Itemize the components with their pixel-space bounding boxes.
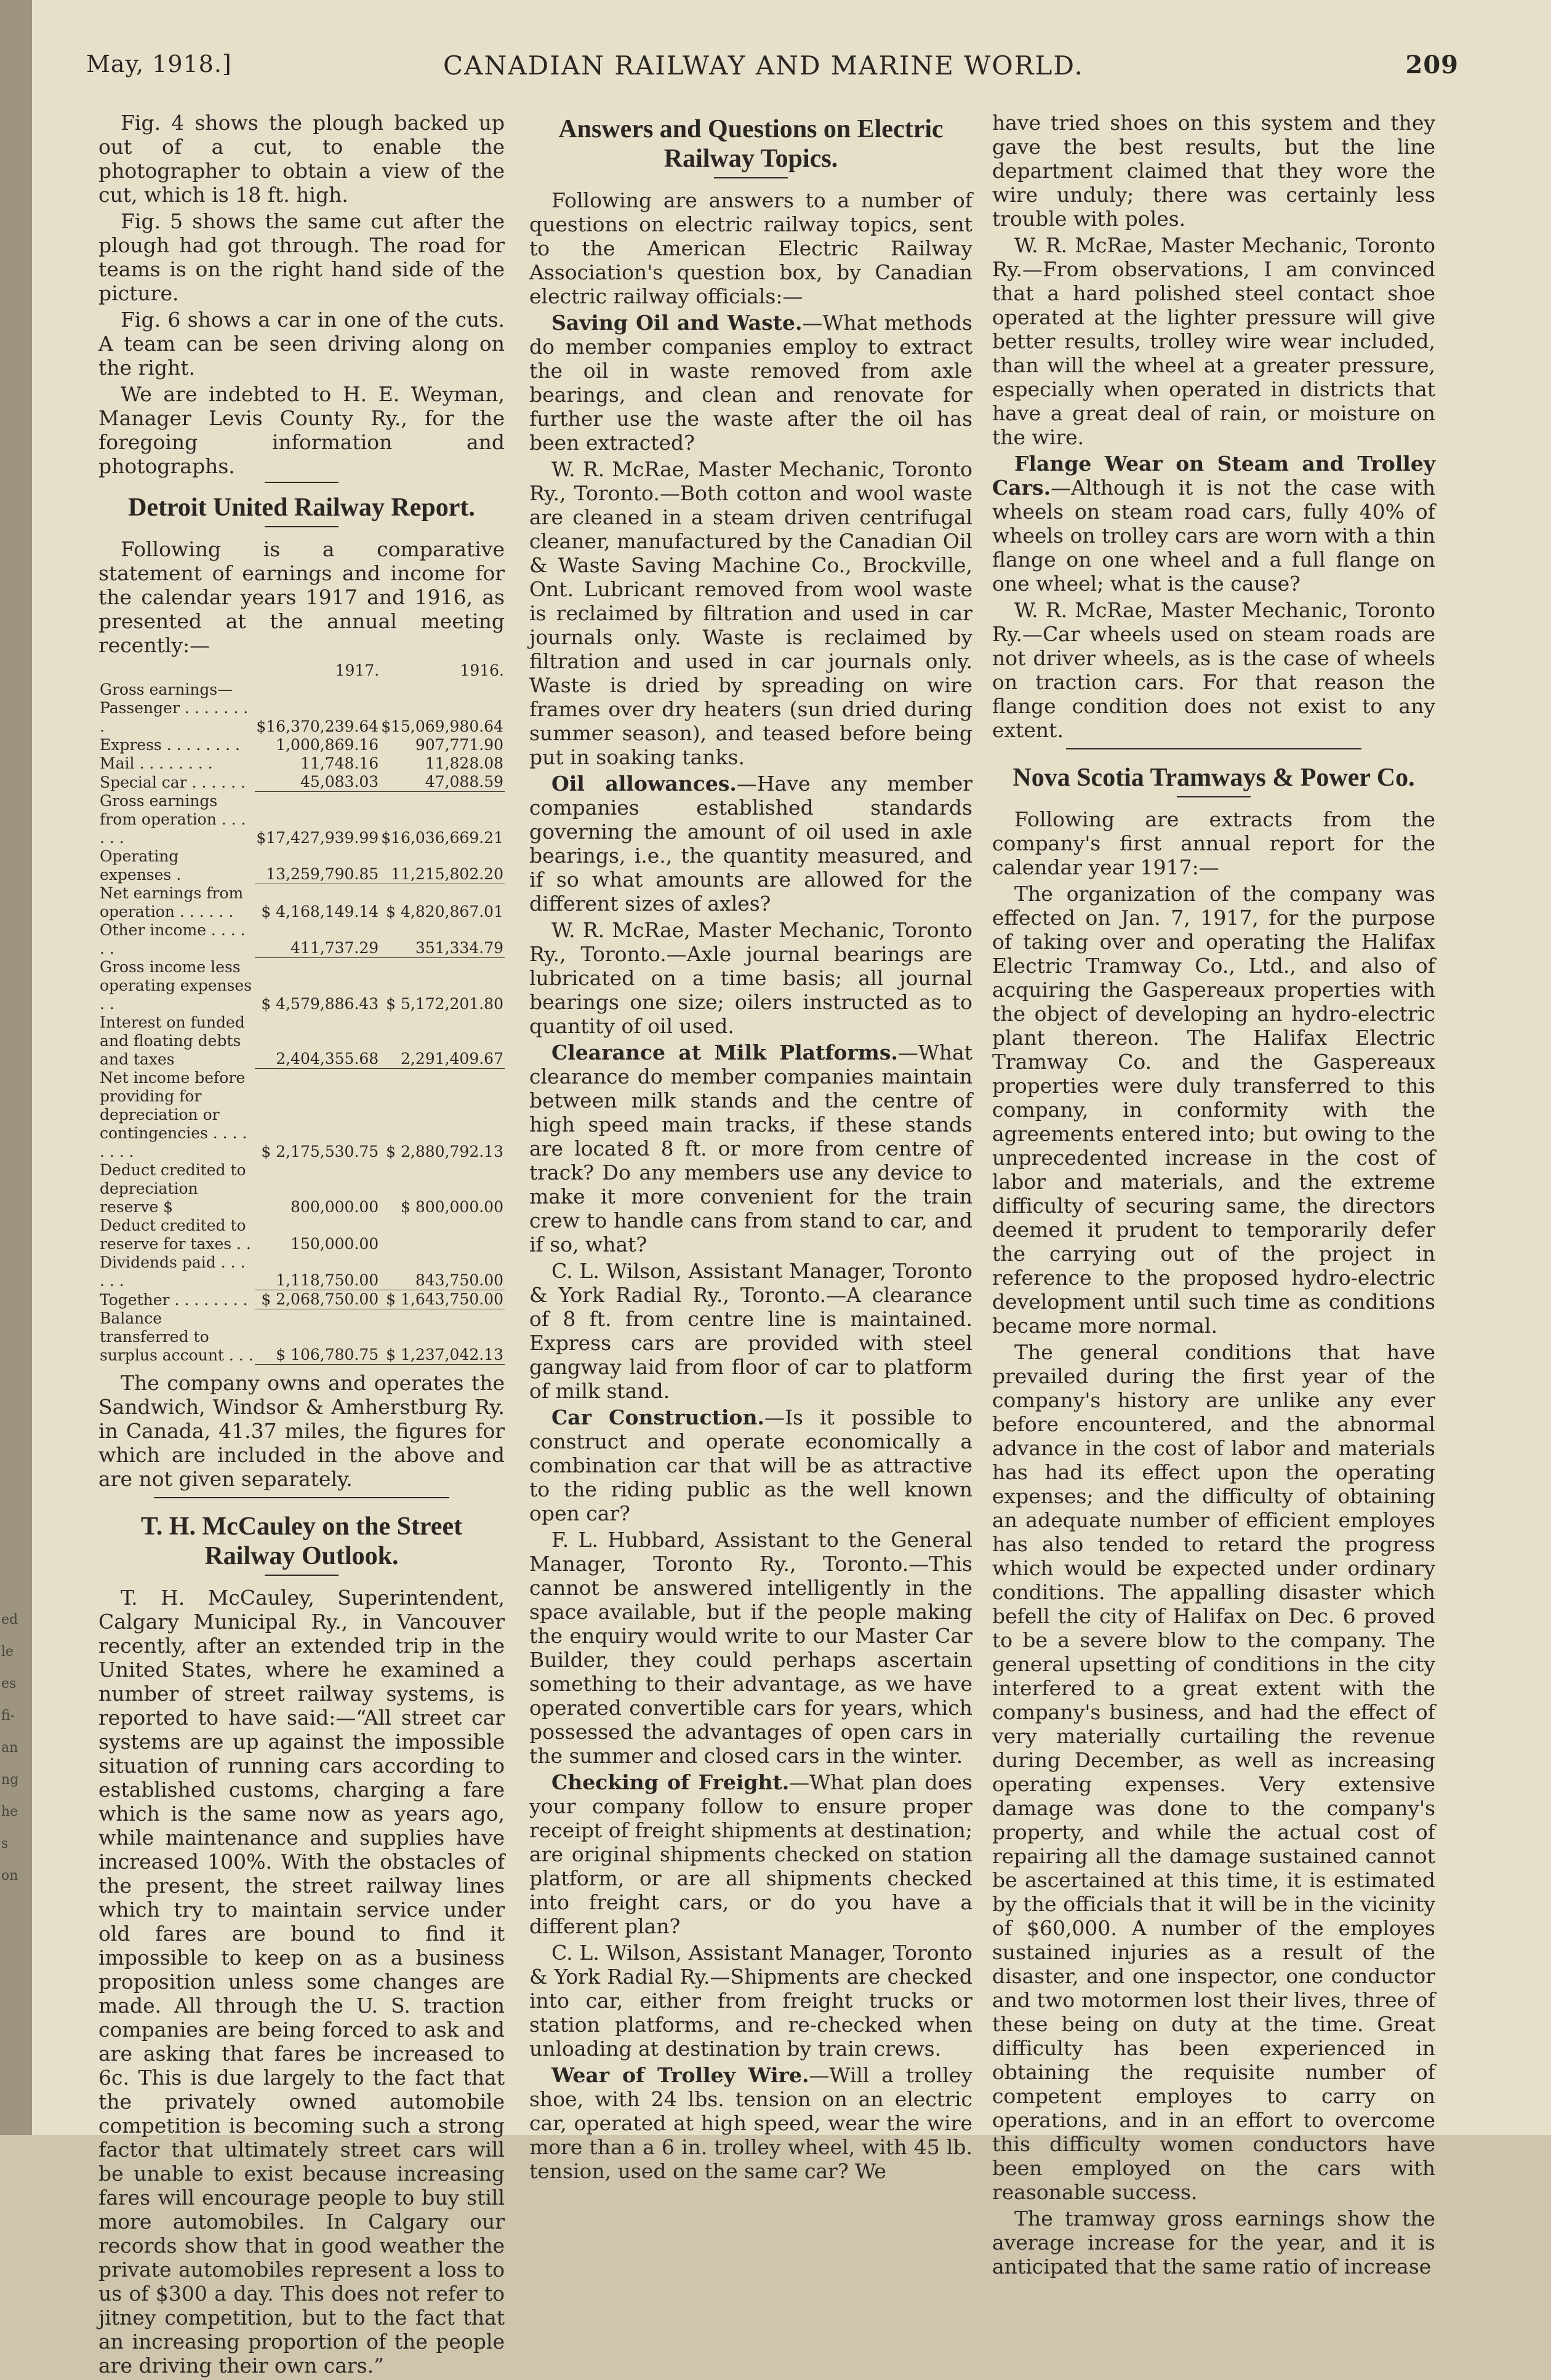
row-label: Operating expenses . bbox=[100, 847, 182, 884]
value-1916: 843,750.00 bbox=[415, 1271, 503, 1289]
section-divider bbox=[1066, 748, 1361, 749]
nova-paragraph: The tramway gross earnings show the average increase for the year, and it is anticipated that the same ratio of increase bbox=[992, 2206, 1435, 2278]
question-heading: Oil allowances. bbox=[551, 772, 737, 796]
qa-paragraph bbox=[992, 452, 1435, 596]
paragraph-text: C. L. Wilson, Assistant Manager, Toronto & York Radial Ry.—Shipments are checked into car, either from freight trucks or station platforms, and re-checked when unloading at destination by train crews. bbox=[529, 1941, 972, 2061]
qa-paragraph bbox=[992, 598, 1435, 742]
value-1917: 800,000.00 bbox=[291, 1197, 379, 1216]
divider bbox=[1177, 796, 1251, 797]
value-1917: 11,748.16 bbox=[300, 754, 379, 772]
paragraph-text: W. R. McRae, Master Mechanic, Toronto Ry., Toronto.—Axle journal bearings are lubricated on a time basis; all journal bearings one size; oilers instructed as to quantity of oil used. bbox=[529, 918, 972, 1038]
paragraph-text: —What methods do member companies employ to extract the oil in waste removed from axle bearings, and clean and renovate for further use the waste after the oil has been extracted? bbox=[529, 311, 972, 455]
gutter-fragment: s bbox=[1, 1836, 9, 1851]
value-1917: $ 106,780.75 bbox=[255, 1309, 380, 1365]
gutter-fragment: on bbox=[1, 1868, 18, 1883]
value-1917: 13,259,790.85 bbox=[266, 865, 379, 883]
row-label: Express . . . . . . . . bbox=[100, 736, 240, 754]
gutter-fragment: an bbox=[1, 1740, 18, 1755]
question-heading: Car Construction. bbox=[551, 1405, 765, 1429]
value-1916: $ 800,000.00 bbox=[401, 1197, 503, 1216]
issue-date: May, 1918.] bbox=[86, 50, 232, 78]
gutter-fragment: ed bbox=[1, 1612, 18, 1627]
qa-paragraph bbox=[529, 1259, 972, 1403]
divider bbox=[265, 1575, 339, 1576]
table-row bbox=[98, 1216, 505, 1253]
table-row bbox=[98, 847, 505, 884]
gutter-fragment: ng bbox=[1, 1772, 19, 1787]
qa-paragraph bbox=[529, 1528, 972, 1768]
row-label: Dividends paid . . . . . . bbox=[100, 1253, 246, 1290]
fig-notes bbox=[98, 111, 505, 478]
qa-paragraph bbox=[529, 457, 972, 769]
value-1916 bbox=[380, 1216, 505, 1253]
value-1917: 150,000.00 bbox=[291, 1234, 379, 1253]
mccauley-title: T. H. McCauley on the Street Railway Outlook. bbox=[140, 1512, 463, 1570]
row-label: Passenger . . . . . . . . bbox=[100, 699, 249, 735]
question-heading: Flange Wear on Steam and Trolley Cars. bbox=[992, 452, 1435, 500]
qa-paragraph bbox=[529, 1040, 972, 1256]
table-row bbox=[98, 681, 505, 699]
qa-paragraph bbox=[529, 1941, 972, 2061]
table-row bbox=[98, 792, 505, 847]
journal-title: CANADIAN RAILWAY AND MARINE WORLD. bbox=[443, 50, 1084, 81]
gutter-fragment: le bbox=[1, 1644, 14, 1659]
value-1916: 351,334.79 bbox=[415, 939, 503, 957]
table-row bbox=[98, 1253, 505, 1290]
paragraph-text: —What clearance do member companies maintain between milk stands and the centre of high speed main tracks, if these stands are located 8 ft. or more from centre of track? Do any members use any device to make it more convenient for the train crew to handle cans from stand to car, and if so, what? bbox=[529, 1040, 972, 1256]
qa-title: Answers and Questions on Electric Railway Topics. bbox=[558, 115, 944, 173]
row-label: Deduct credited to reserve for taxes . . bbox=[100, 1216, 251, 1253]
table-row bbox=[98, 736, 505, 754]
value-1917: 2,404,355.68 bbox=[276, 1050, 379, 1068]
paragraph-text: —Although it is not the case with wheels on steam road cars, fully 40% of wheels on trolley cars are worn with a thin flange on one wheel and a full flange on one wheel; what is the cause? bbox=[992, 476, 1435, 596]
value-1916: 2,291,409.67 bbox=[401, 1050, 503, 1068]
fig-note: We are indebted to H. E. Weyman, Manager Levis County Ry., for the foregoing information and photographs. bbox=[98, 382, 505, 478]
table-row bbox=[98, 1290, 505, 1309]
row-label: Gross income less operating expenses . . bbox=[100, 957, 252, 1013]
qa-paragraph bbox=[529, 772, 972, 916]
value-1917: 1,118,750.00 bbox=[276, 1271, 379, 1289]
qa-paragraph bbox=[529, 2063, 972, 2183]
value-1916: 11,215,802.20 bbox=[391, 865, 503, 883]
paragraph-text: —Is it possible to construct and operate economically a combination car that will be as attractive to the riding public as the well known open car? bbox=[529, 1405, 972, 1525]
value-1916 bbox=[380, 681, 505, 699]
qa-intro: Following are answers to a number of questions on electric railway topics, sent to the American Electric Railway Association's question box, by Canadian electric railway officials:— bbox=[529, 188, 972, 308]
qa-paragraph bbox=[529, 1405, 972, 1525]
table-row bbox=[98, 921, 505, 958]
table-header-row bbox=[98, 661, 505, 681]
detroit-report-title: Detroit United Railway Report. bbox=[128, 493, 475, 522]
table-row bbox=[98, 773, 505, 792]
page-number: 209 bbox=[1405, 50, 1459, 79]
column-1 bbox=[98, 111, 505, 2380]
paragraph-text: —What plan does your company follow to ensure proper receipt of freight shipments at destination; are original shipments checked on station platform, or are all shipments checked into freight cars, or do you have a different plan? bbox=[529, 1770, 972, 1938]
paragraph-text: W. R. McRae, Master Mechanic, Toronto Ry.—From observations, I am convinced that a hard polished steel contact shoe operated at the lighter pressure will give better results, trolley wire wear included, than will the wheel at a greater pressure, especially when operated in districts that have a great deal of rain, or moisture on the wire. bbox=[992, 233, 1435, 449]
row-label: Together . . . . . . . . bbox=[100, 1290, 248, 1309]
gutter-fragment: fi- bbox=[1, 1708, 15, 1723]
paragraph-text: C. L. Wilson, Assistant Manager, Toronto & York Radial Ry., Toronto.—A clearance of 8 ft. from centre line is maintained. Express cars are provided with steel gangway laid from floor of car to platform of milk stand. bbox=[529, 1259, 972, 1403]
table-row bbox=[98, 1013, 505, 1069]
value-1916: 907,771.90 bbox=[415, 736, 503, 754]
row-label: Balance transferred to surplus account . . . bbox=[100, 1309, 254, 1364]
paragraph-text: —Have any member companies established standards governing the amount of oil used in axle bearings, i.e., the quantity measured, and if so what amounts are allowed for the different sizes of axles? bbox=[529, 772, 972, 916]
paragraph-text: —Will a trolley shoe, with 24 lbs. tension on an electric car, operated at high speed, wear the wire more than a 6 in. trolley wheel, with 45 lb. tension, used on the same car? We bbox=[529, 2063, 972, 2183]
value-1917: 45,083.03 bbox=[300, 773, 379, 791]
mccauley-text: T. H. McCauley, Superintendent, Calgary Municipal Ry., in Vancouver recently, after an extended trip in the United States, where he examined a number of street railway systems, is reported to have said:—“All street car systems are up against the impossible situation of running cars according to established customs, charging a fare which is the same now as years ago, while maintenance and supplies have increased 100%. With the obstacles of the present, the street railway lines which try to maintain service under old fares are bound to find it impossible to keep on as a business proposition unless some changes are made. All through the U. S. traction companies are being forced to ask and are asking that fares be increased to 6c. This is due largely to the fact that the privately owned automobile competition is becoming such a strong factor that ultimately street cars will be unable to exist because increasing fares will encourage people to buy still more automobiles. In Calgary our records show that in good weather the private automobiles represent a loss to us of $300 a day. This does not refer to jitney competition, but to the fact that an increasing proportion of the people are driving their own cars.” bbox=[98, 1586, 505, 2378]
column-3 bbox=[992, 111, 1435, 2281]
value-1916: 11,828.08 bbox=[425, 754, 503, 772]
row-label: Other income . . . . . . bbox=[100, 920, 246, 957]
paragraph-text: W. R. McRae, Master Mechanic, Toronto Ry.—Car wheels used on steam roads are not driver wheels, as is the case of wheels on traction cars. For that reason the flange condition does not exist to any extent. bbox=[992, 598, 1435, 742]
value-1916: 47,088.59 bbox=[425, 773, 503, 791]
row-label: Special car . . . . . . bbox=[100, 773, 246, 791]
value-1917: $ 4,579,886.43 bbox=[255, 958, 380, 1013]
qa-items-continued bbox=[992, 111, 1435, 742]
nova-scotia-report bbox=[992, 807, 1435, 2278]
row-label: Interest on funded and floating debts and taxes bbox=[100, 1013, 245, 1068]
earnings-table bbox=[98, 661, 505, 1365]
table-row bbox=[98, 958, 505, 1013]
row-label: Net income before providing for depreciation or contingencies . . . . . . . . bbox=[100, 1068, 247, 1160]
table-row bbox=[98, 1161, 505, 1216]
value-1916: $15,069,980.64 bbox=[381, 717, 503, 735]
qa-paragraph bbox=[529, 1770, 972, 1938]
value-1917 bbox=[255, 681, 380, 699]
detroit-outro: The company owns and operates the Sandwich, Windsor & Amherstburg Ry. in Canada, 41.37 miles, the figures for which are included in the above and are not given separately. bbox=[98, 1371, 505, 1491]
value-1916: $ 5,172,201.80 bbox=[380, 958, 505, 1013]
col-header-1916: 1916. bbox=[460, 661, 504, 679]
nova-paragraph: Following are extracts from the company's first annual report for the calendar year 1917:— bbox=[992, 807, 1435, 879]
nova-paragraph: The organization of the company was effected on Jan. 7, 1917, for the purpose of taking over and operating the Halifax Electric Tramway Co., Ltd., and also of acquiring the Gaspereaux properties with the object of developing an hydro-electric plant thereon. The Halifax Electric Tramway Co. and the Gaspereaux properties were duly transferred to this company, in conformity with the agreements entered into; but owing to the unprecedented increase in the cost of labor and materials, and the extreme difficulty of securing same, the directors deemed it prudent to temporarily defer the carrying out of the project in reference to the proposed hydro-electric development until such time as conditions became more normal. bbox=[992, 882, 1435, 1338]
value-1917: $16,370,239.64 bbox=[256, 717, 379, 735]
qa-paragraph bbox=[529, 311, 972, 455]
qa-paragraph bbox=[529, 918, 972, 1038]
question-heading: Clearance at Milk Platforms. bbox=[551, 1040, 898, 1064]
gutter-fragment: es bbox=[1, 1676, 17, 1691]
qa-paragraph bbox=[992, 233, 1435, 449]
table-row bbox=[98, 699, 505, 736]
value-1916: $ 4,820,867.01 bbox=[380, 884, 505, 921]
paragraph-text: F. L. Hubbard, Assistant to the General Manager, Toronto Ry., Toronto.—This cannot be answered intelligently in the space available, but if the people making the enquiry would write to our Master Car Builder, they could perhaps ascertain something to their advantage, as we have operated convertible cars for years, which possessed the advantages of open cars in the summer and closed cars in the winter. bbox=[529, 1528, 972, 1768]
value-1917: $ 2,175,530.75 bbox=[255, 1069, 380, 1161]
paragraph-text: W. R. McRae, Master Mechanic, Toronto Ry., Toronto.—Both cotton and wool waste are cleaned in a steam driven centrifugal cleaner, manufactured by the Canadian Oil & Waste Saving Machine Co., Brockville, Ont. Lubricant removed from wool waste is reclaimed by filtration and used in car journals only. Waste is reclaimed by filtration and used in car journals only. Waste is dried by spreading on wire frames over dry heaters (sun dried during summer season), and teased before being put in soaking tanks. bbox=[529, 457, 972, 769]
value-1917: 1,000,869.16 bbox=[276, 736, 379, 754]
qa-paragraph bbox=[992, 111, 1435, 231]
table-row bbox=[98, 1309, 505, 1365]
divider bbox=[265, 526, 339, 527]
paragraph-text: have tried shoes on this system and they gave the best results, but the line department claimed that they wore the wire unduly; there was certainly less trouble with poles. bbox=[992, 111, 1435, 231]
nova-paragraph: The general conditions that have prevailed during the first year of the company's history are unlike any ever before encountered, and the abnormal advance in the cost of labor and materials has had its effect upon the operating expenses; and the difficulty of obtaining an adequate number of efficient employes has also tended to retard the progress which would be expected under ordinary conditions. The appalling disaster which befell the city of Halifax on Dec. 6 proved to be a severe blow to the company. The general upsetting of conditions in the city interfered to a great extent with the company's business, and had the effect of very materially curtailing the revenue during December, as well as increasing operating expenses. Very extensive damage was done to the company's property, and while the actual cost of repairing all the damage sustained cannot be ascertained at this time, it is estimated by the officials that it will be in the vicinity of $60,000. A number of the employes sustained injuries as a result of the disaster, and one inspector, one conductor and two motormen lost their lives, three of these being on duty at the time. Great difficulty has been experienced in obtaining the requisite number of competent employes to carry on operations, and in an effort to overcome this difficulty women conductors have been employed on the cars with reasonable success. bbox=[992, 1340, 1435, 2204]
value-1916: $ 2,880,792.13 bbox=[380, 1069, 505, 1161]
fig-note: Fig. 6 shows a car in one of the cuts. A team can be seen driving along on the right. bbox=[98, 308, 505, 380]
divider bbox=[265, 482, 339, 483]
row-label: Deduct credited to depreciation reserve $ bbox=[100, 1160, 246, 1216]
fig-note: Fig. 5 shows the same cut after the plough had got through. The road for teams is on the right hand side of the picture. bbox=[98, 209, 505, 305]
value-1917: 411,737.29 bbox=[291, 939, 379, 957]
question-heading: Wear of Trolley Wire. bbox=[551, 2063, 809, 2087]
section-divider bbox=[154, 1497, 449, 1498]
qa-items bbox=[529, 311, 972, 2183]
value-1917: $ 4,168,149.14 bbox=[255, 884, 380, 921]
row-label: Mail . . . . . . . . bbox=[100, 754, 213, 772]
question-heading: Saving Oil and Waste. bbox=[551, 311, 803, 335]
row-label: Net earnings from operation . . . . . . bbox=[100, 884, 244, 920]
table-row bbox=[98, 1069, 505, 1161]
fig-note: Fig. 4 shows the plough backed up out of a cut, to enable the photographer to obtain a view of the cut, which is 18 ft. high. bbox=[98, 111, 505, 207]
column-2 bbox=[529, 111, 972, 2186]
nova-scotia-title: Nova Scotia Tramways & Power Co. bbox=[1012, 764, 1415, 792]
value-1917: $ 2,068,750.00 bbox=[255, 1290, 380, 1309]
value-1916: $ 1,237,042.13 bbox=[380, 1309, 505, 1365]
row-label: Gross earnings— bbox=[100, 681, 233, 698]
value-1917: $17,427,939.99 bbox=[255, 792, 380, 847]
col-header-1917: 1917. bbox=[335, 661, 380, 679]
table-row bbox=[98, 884, 505, 921]
divider bbox=[714, 177, 788, 178]
table-row bbox=[98, 754, 505, 773]
detroit-intro: Following is a comparative statement of earnings and income for the calendar years 1917 and 1916, as presented at the annual meeting recently:— bbox=[98, 537, 505, 657]
value-1916: $16,036,669.21 bbox=[380, 792, 505, 847]
value-1916: $ 1,643,750.00 bbox=[380, 1290, 505, 1309]
row-label: Gross earnings from operation . . . . . . bbox=[100, 791, 246, 847]
gutter-fragment: he bbox=[1, 1804, 18, 1819]
question-heading: Checking of Freight. bbox=[551, 1770, 790, 1794]
